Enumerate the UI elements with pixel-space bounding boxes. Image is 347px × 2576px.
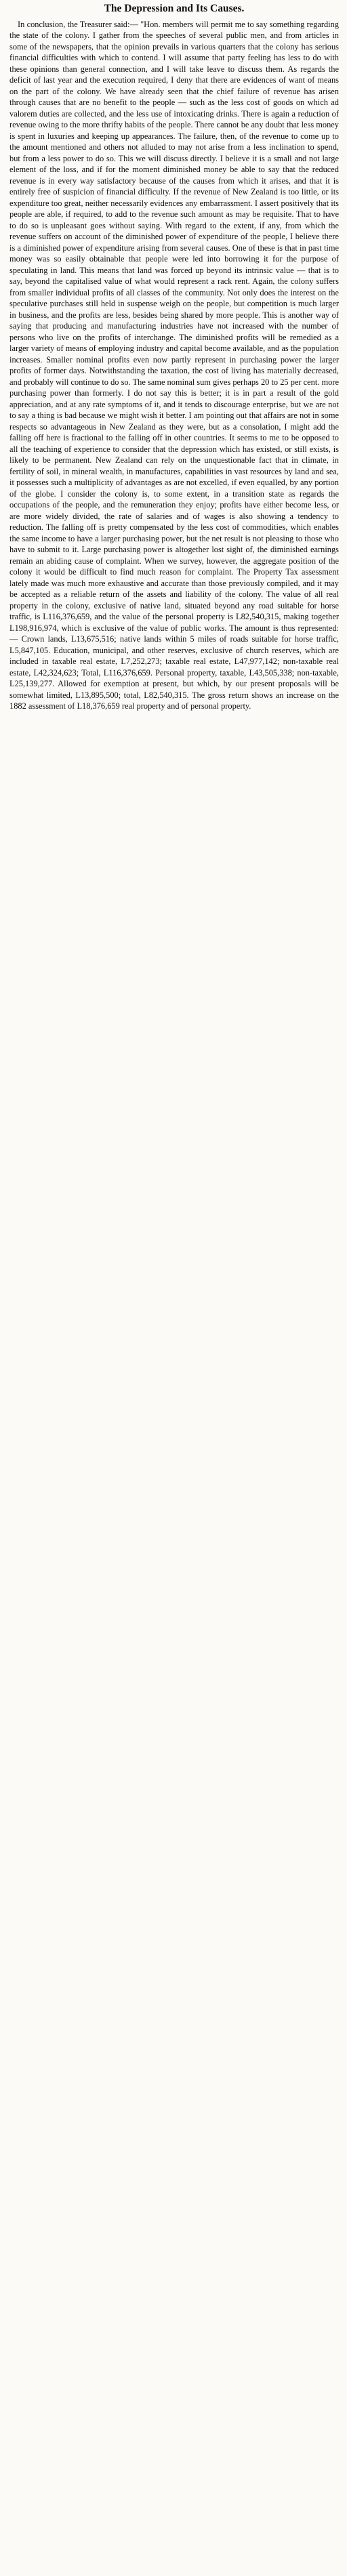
article-paragraph: In conclusion, the Treasurer said:— "Hon. members will permit me to say something regarding the state of the colony. I gather from the speeches of several public men, and from articles in some of the newspapers, that the opinion prevails in various quarters that the colony has serious financial difficulties with which to contend. I will assume that party feeling has less to do with these opinions than general connection, and I will take leave to discuss them. As regards the deficit of last year and the execution required, I deny that there are evidences of want of means on the part of the colony. We have already seen that the chief failure of revenue has arisen through causes that are no benefit to the people — such as the less cost of goods on which ad valorem duties are collected, and the less use of intoxicating drinks. There is again a reduction of revenue owing to the more thrifty habits of the people. There cannot be any doubt that less money is spent in luxuries and keeping up appearances. The failure, then, of the revenue to come up to the amount mentioned and others not alluded to may not arise from a less inclination to spend, but from a less power to do so. This we will discuss directly. I believe it is a small and not large element of the loss, and if for the moment diminished money be able to say that the reduced revenue is in every way satisfactory because of the causes from which it arises, and that it is entirely free of suspicion of financial difficulty. If the revenue of New Zealand is too little, or its expenditure too great, neither necessarily evidences any embarrassment. I assert positively that its people are able, if required, to add to the revenue such amount as may be requisite. That to have to do so is unpleasant goes without saying. With regard to the extent, if any, from which the revenue suffers on account of the diminished power of expenditure of the people, I believe there is a diminished power of expenditure arising from several causes. One of these is that in past time money was so easily obtainable that people were led into borrowing it for the purpose of speculating in land. This means that land was forced up beyond its intrinsic value — that is to say, beyond the capitalised value of what would represent a rack rent. Again, the colony suffers from smaller individual profits of all classes of the community. Not only does the interest on the speculative purchases still held in suspense weigh on the people, but competition is much larger in business, and the profits are less, besides being shared by more people. This is another way of saying that producing and manufacturing industries have not increased with the number of persons who live on the profits of interchange. The diminished profits will be remedied as a larger variety of means of employing industry and capital become available, and as the population increases. Smaller nominal profits even now partly represent in purchasing power the larger profits of former days. Notwithstanding the taxation, the cost of living has materially decreased, and probably will continue to do so. The same nominal sum gives perhaps 20 to 25 per cent. more purchasing power than formerly. I do not say this is better; it is in part a result of the gold appreciation, and at any rate symptoms of it, and it tends to discourage enterprise, but we are not to say a thing is bad because we might wish it better. I am pointing out that affairs are not in some respects so advantageous in New Zealand as they were, but as a consolation, I might add the falling off here is fractional to the falling off in other countries. It seems to me to be opposed to all the teaching of experience to consider that the depression which has existed, or still exists, is likely to be permanent. New Zealand can rely on the unquestionable fact that in climate, in fertility of soil, in mineral wealth, in manufactures, capabilities in vast resources by land and sea, it possesses such a multiplicity of advantages as are not excelled, if even equalled, by any portion of the globe. I consider the colony is, to some extent, in a transition state as regards the occupations of the people, and the remuneration they enjoy; profits have either become less, or are more widely divided, the rate of salaries and of wages is also showing a tendency to reduction. The falling off is pretty compensated by the less cost of commodities, which enables the same income to have a larger purchasing power, but the net result is not pleasing to those who have to submit to it. Large purchasing power is altogether lost sight of, the diminished earnings remain an abiding cause of complaint. When we survey, however, the aggregate position of the colony it would be difficult to find much reason for complaint. The Property Tax assessment lately made was much more exhaustive and accurate than those previously compiled, and it may be accepted as a reliable return of the assets and liability of the colony. The value of all real property in the colony, exclusive of native land, situated beyond any road suitable for horse traffic, is L116,376,659, and the value of the personal property is L82,540,315, making together L198,916,974, which is exclusive of the value of public works. The amount is thus represented:— Crown lands, L13,675,516; native lands within 5 miles of roads suitable for horse traffic, L5,847,105. Education, municipal, and other reserves, exclusive of church reserves, which are included in taxable real estate, L7,252,273; taxable real estate, L47,977,142; non-taxable real estate, L42,324,623; Total, L116,376,659. Personal property, taxable, L43,505,338; non-taxable, L25,139,277. Allowed for exemption at present, but which, by our present proposals will be somewhat limited, L13,895,500; total, L82,540,315. The gross return shows an increase on the 1882 assessment of L18,376,659 real property and of personal property. — [9, 19, 339, 711]
article-body — [9, 19, 339, 712]
article-headline: The Depression and Its Causes. — [104, 3, 245, 14]
